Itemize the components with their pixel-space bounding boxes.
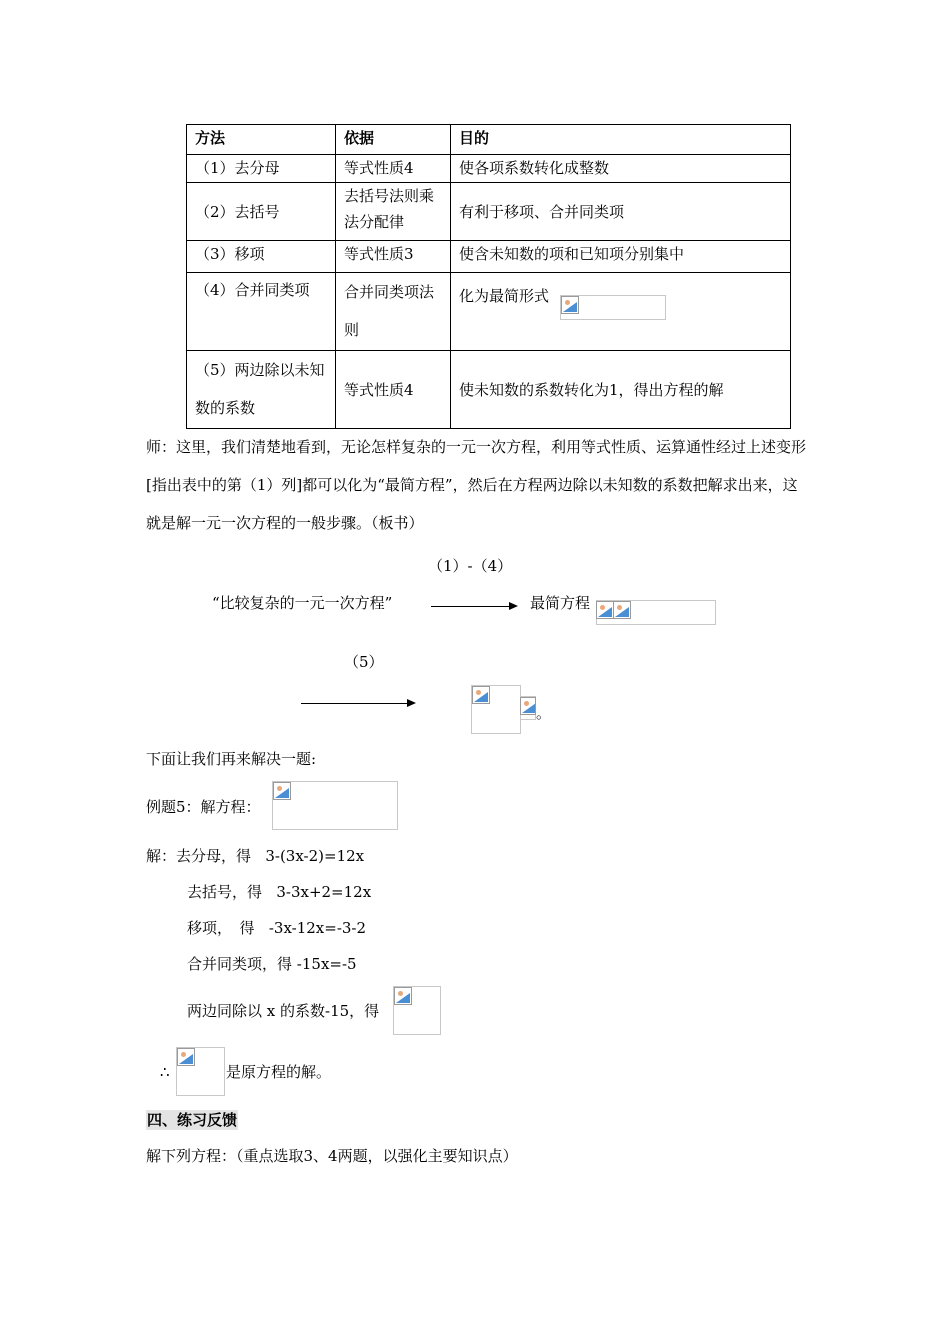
row-method: （2）去括号 [187, 183, 336, 241]
step-expr: -3x-12x=-3-2 [268, 919, 367, 937]
solution-step [187, 918, 366, 938]
flow-start-text: “比较复杂的一元一次方程” [212, 594, 393, 612]
row-basis: 等式性质4 [336, 155, 451, 183]
broken-image-icon [613, 601, 631, 619]
row-basis: 等式性质4 [336, 351, 451, 429]
section-text: 解下列方程：（重点选取3、4两题，以强化主要知识点） [146, 1147, 518, 1165]
row-purpose: 化为最简形式 [459, 287, 550, 305]
broken-image-icon [561, 296, 579, 314]
flow-middle-text: 最简方程 [530, 594, 591, 612]
row-method: （5）两边除以未知数的系数 [187, 351, 336, 429]
row-purpose: 使未知数的系数转化为1，得出方程的解 [451, 351, 791, 429]
arrow-head-icon [509, 602, 518, 610]
table-row [187, 155, 791, 183]
flow-arrow-2 [301, 703, 409, 704]
step-expr: -15x=-5 [296, 955, 357, 973]
arrow-head-icon [407, 699, 416, 707]
table-row [187, 241, 791, 273]
row-purpose: 使各项系数转化成整数 [451, 155, 791, 183]
row-basis: 合并同类项法则 [336, 273, 451, 351]
broken-image-icon [472, 686, 490, 704]
flow-end-suffix: 。 [536, 704, 552, 722]
solution-step [187, 882, 371, 902]
broken-image-icon [394, 987, 412, 1005]
flow-step2-label: （5） [344, 653, 384, 671]
flow-arrow-1 [431, 606, 511, 607]
step-lead: 合并同类项，得 [187, 955, 293, 973]
conclusion-text: 是原方程的解。 [226, 1063, 332, 1081]
header-basis: 依据 [336, 125, 451, 155]
step-lead: 移项， 得 [187, 919, 255, 937]
method-table [186, 124, 791, 429]
therefore-symbol: ∴ [160, 1063, 170, 1081]
intro-text: 下面让我们再来解决一题: [146, 750, 317, 768]
table-row [187, 351, 791, 429]
broken-image-icon [596, 601, 614, 619]
solution-step [187, 954, 357, 974]
row-purpose: 有利于移项、合并同类项 [451, 183, 791, 241]
step-expr: 3-(3x-2)=12x [265, 847, 365, 865]
divide-step: 两边同除以 x 的系数-15，得 [187, 1002, 380, 1020]
row-method: （3）移项 [187, 241, 336, 273]
row-method: （4）合并同类项 [187, 273, 336, 351]
flow-step1-label: （1）-（4） [428, 557, 513, 575]
header-method: 方法 [187, 125, 336, 155]
broken-image-icon [177, 1048, 195, 1066]
table-row [187, 183, 791, 241]
step-lead: 去括号，得 [187, 883, 263, 901]
header-purpose: 目的 [451, 125, 791, 155]
row-method: （1）去分母 [187, 155, 336, 183]
step-lead: 解：去分母，得 [146, 847, 252, 865]
teacher-paragraph: 师：这里，我们清楚地看到，无论怎样复杂的一元一次方程，利用等式性质、运算通性经过上述变形[指出表中的第（1）列]都可以化为“最简方程”，然后在方程两边除以未知数的系数把解求出来，这就是解一元一次方程的一般步骤。（板书） [146, 438, 807, 532]
step-expr: 3-3x+2=12x [276, 883, 372, 901]
row-purpose: 使含未知数的项和已知项分别集中 [451, 241, 791, 273]
row-basis: 去括号法则乘法分配律 [336, 183, 451, 241]
row-basis: 等式性质3 [336, 241, 451, 273]
broken-image-icon [520, 697, 536, 715]
solution-step [146, 846, 364, 866]
section-heading: 四、练习反馈 [147, 1111, 238, 1129]
table-row [187, 273, 791, 351]
example-label: 例题5：解方程： [146, 798, 261, 816]
table-header-row [187, 125, 791, 155]
broken-image-icon [273, 782, 291, 800]
